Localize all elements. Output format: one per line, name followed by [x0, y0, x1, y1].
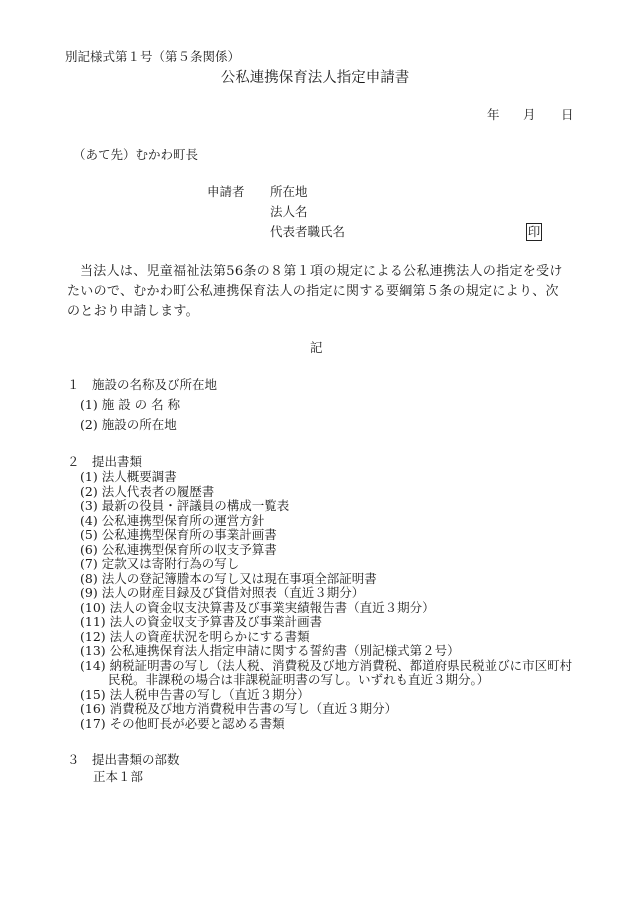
- date-year: 年: [487, 107, 500, 122]
- item-text: 最新の役員・評議員の構成一覧表: [101, 498, 290, 513]
- list-item: [80, 543, 572, 558]
- item-text: 法人概要調書: [101, 469, 177, 484]
- item-text: 法人の財産目録及び貸借対照表（直近３期分）: [101, 585, 365, 600]
- list-item: [80, 499, 572, 514]
- list-item: [80, 644, 572, 659]
- item-number: (12): [80, 628, 106, 644]
- list-item: [80, 601, 572, 616]
- address-label: 所在地: [270, 184, 308, 199]
- item-text: 消費税及び地方消費税申告書の写し（直近３期分）: [109, 701, 398, 716]
- item-number: (17): [80, 715, 106, 731]
- item-text: 納税証明書の写し（法人税、消費税及び地方消費税、都道府県民税並びに市区町村: [109, 657, 573, 673]
- list-item: [80, 615, 572, 630]
- item-text: その他町長が必要と認める書類: [109, 715, 285, 731]
- item-text: 法人税申告書の写し（直近３期分）: [109, 686, 310, 702]
- section-2-heading: ２ 提出書類: [67, 454, 143, 469]
- list-item: [80, 572, 572, 587]
- item-number: (1): [80, 469, 98, 484]
- representative-label: 代表者職氏名: [270, 224, 346, 239]
- list-item: [80, 630, 572, 645]
- facility-name-item: [80, 397, 180, 413]
- item-text: 法人の資金収支予算書及び事業計画書: [109, 614, 323, 629]
- item-text: 法人の資金収支決算書及び事業実績報告書（直近３期分）: [109, 599, 435, 615]
- list-item: [80, 659, 572, 674]
- item-number: (4): [80, 512, 98, 528]
- item-number: (11): [80, 614, 106, 629]
- facility-address-item: [80, 417, 177, 433]
- list-item: [80, 702, 572, 717]
- list-item: [80, 557, 572, 572]
- applicant-label: 申請者: [207, 184, 245, 199]
- list-item: [80, 485, 572, 500]
- ki-heading: 記: [310, 340, 323, 355]
- item-text: 定款又は寄附行為の写し: [101, 556, 240, 571]
- list-item: [80, 514, 572, 529]
- item-text: 施設の所在地: [101, 417, 177, 432]
- item-number: (15): [80, 686, 106, 702]
- seal-box: 印: [527, 224, 541, 239]
- list-item-continuation: 民税。非課税の場合は非課税証明書の写し。いずれも直近３期分。）: [108, 672, 490, 687]
- item-number: (6): [80, 541, 98, 557]
- date-day: 日: [561, 107, 574, 122]
- item-number: (9): [80, 585, 98, 600]
- item-text: 公私連携型保育所の運営方針: [101, 512, 265, 528]
- item-number: (10): [80, 599, 106, 615]
- item-text: 法人の登記簿謄本の写し又は現在事項全部証明書: [101, 570, 377, 586]
- section-3-heading: ３ 提出書類の部数: [67, 752, 180, 767]
- corporation-name-label: 法人名: [270, 204, 308, 219]
- item-text: 施 設 の 名 称: [101, 397, 181, 412]
- list-item: [80, 586, 572, 601]
- item-number: (8): [80, 570, 98, 586]
- list-item: [80, 688, 572, 703]
- item-number: (14): [80, 657, 106, 673]
- document-title: 公私連携保育法人指定申請書: [220, 70, 410, 86]
- item-text: 公私連携型保育所の収支予算書: [101, 541, 277, 557]
- item-text: 公私連携型保育所の事業計画書: [101, 527, 277, 542]
- list-item: [80, 470, 572, 485]
- list-item: [80, 528, 572, 543]
- item-number: (2): [80, 483, 98, 499]
- form-number: 別記様式第１号（第５条関係）: [65, 49, 241, 64]
- date-month: 月: [523, 107, 536, 122]
- body-line-3: のとおり申請します。: [67, 304, 199, 319]
- section-1-heading: １ 施設の名称及び所在地: [67, 377, 218, 392]
- copies-note: 正本１部: [93, 769, 144, 784]
- item-text: 法人の資産状況を明らかにする書類: [109, 628, 310, 644]
- item-text: 公私連携保育法人指定申請に関する誓約書（別記様式第２号）: [109, 643, 460, 658]
- item-number: (16): [80, 701, 106, 716]
- submission-documents-list: [80, 470, 572, 731]
- item-number: (3): [80, 498, 98, 513]
- body-line-1: 当法人は、児童福祉法第56条の８第１項の規定による公私連携法人の指定を受け: [80, 264, 563, 279]
- addressee: （あて先）むかわ町長: [73, 147, 199, 162]
- item-number: (2): [80, 417, 98, 432]
- item-number: (5): [80, 527, 98, 542]
- item-text: 法人代表者の履歴書: [101, 483, 215, 499]
- list-item: [80, 717, 572, 732]
- item-number: (7): [80, 556, 98, 571]
- item-number: (1): [80, 397, 98, 412]
- body-line-2: たいので、むかわ町公私連携保育法人の指定に関する要綱第５条の規定により、次: [67, 284, 559, 299]
- item-number: (13): [80, 643, 106, 658]
